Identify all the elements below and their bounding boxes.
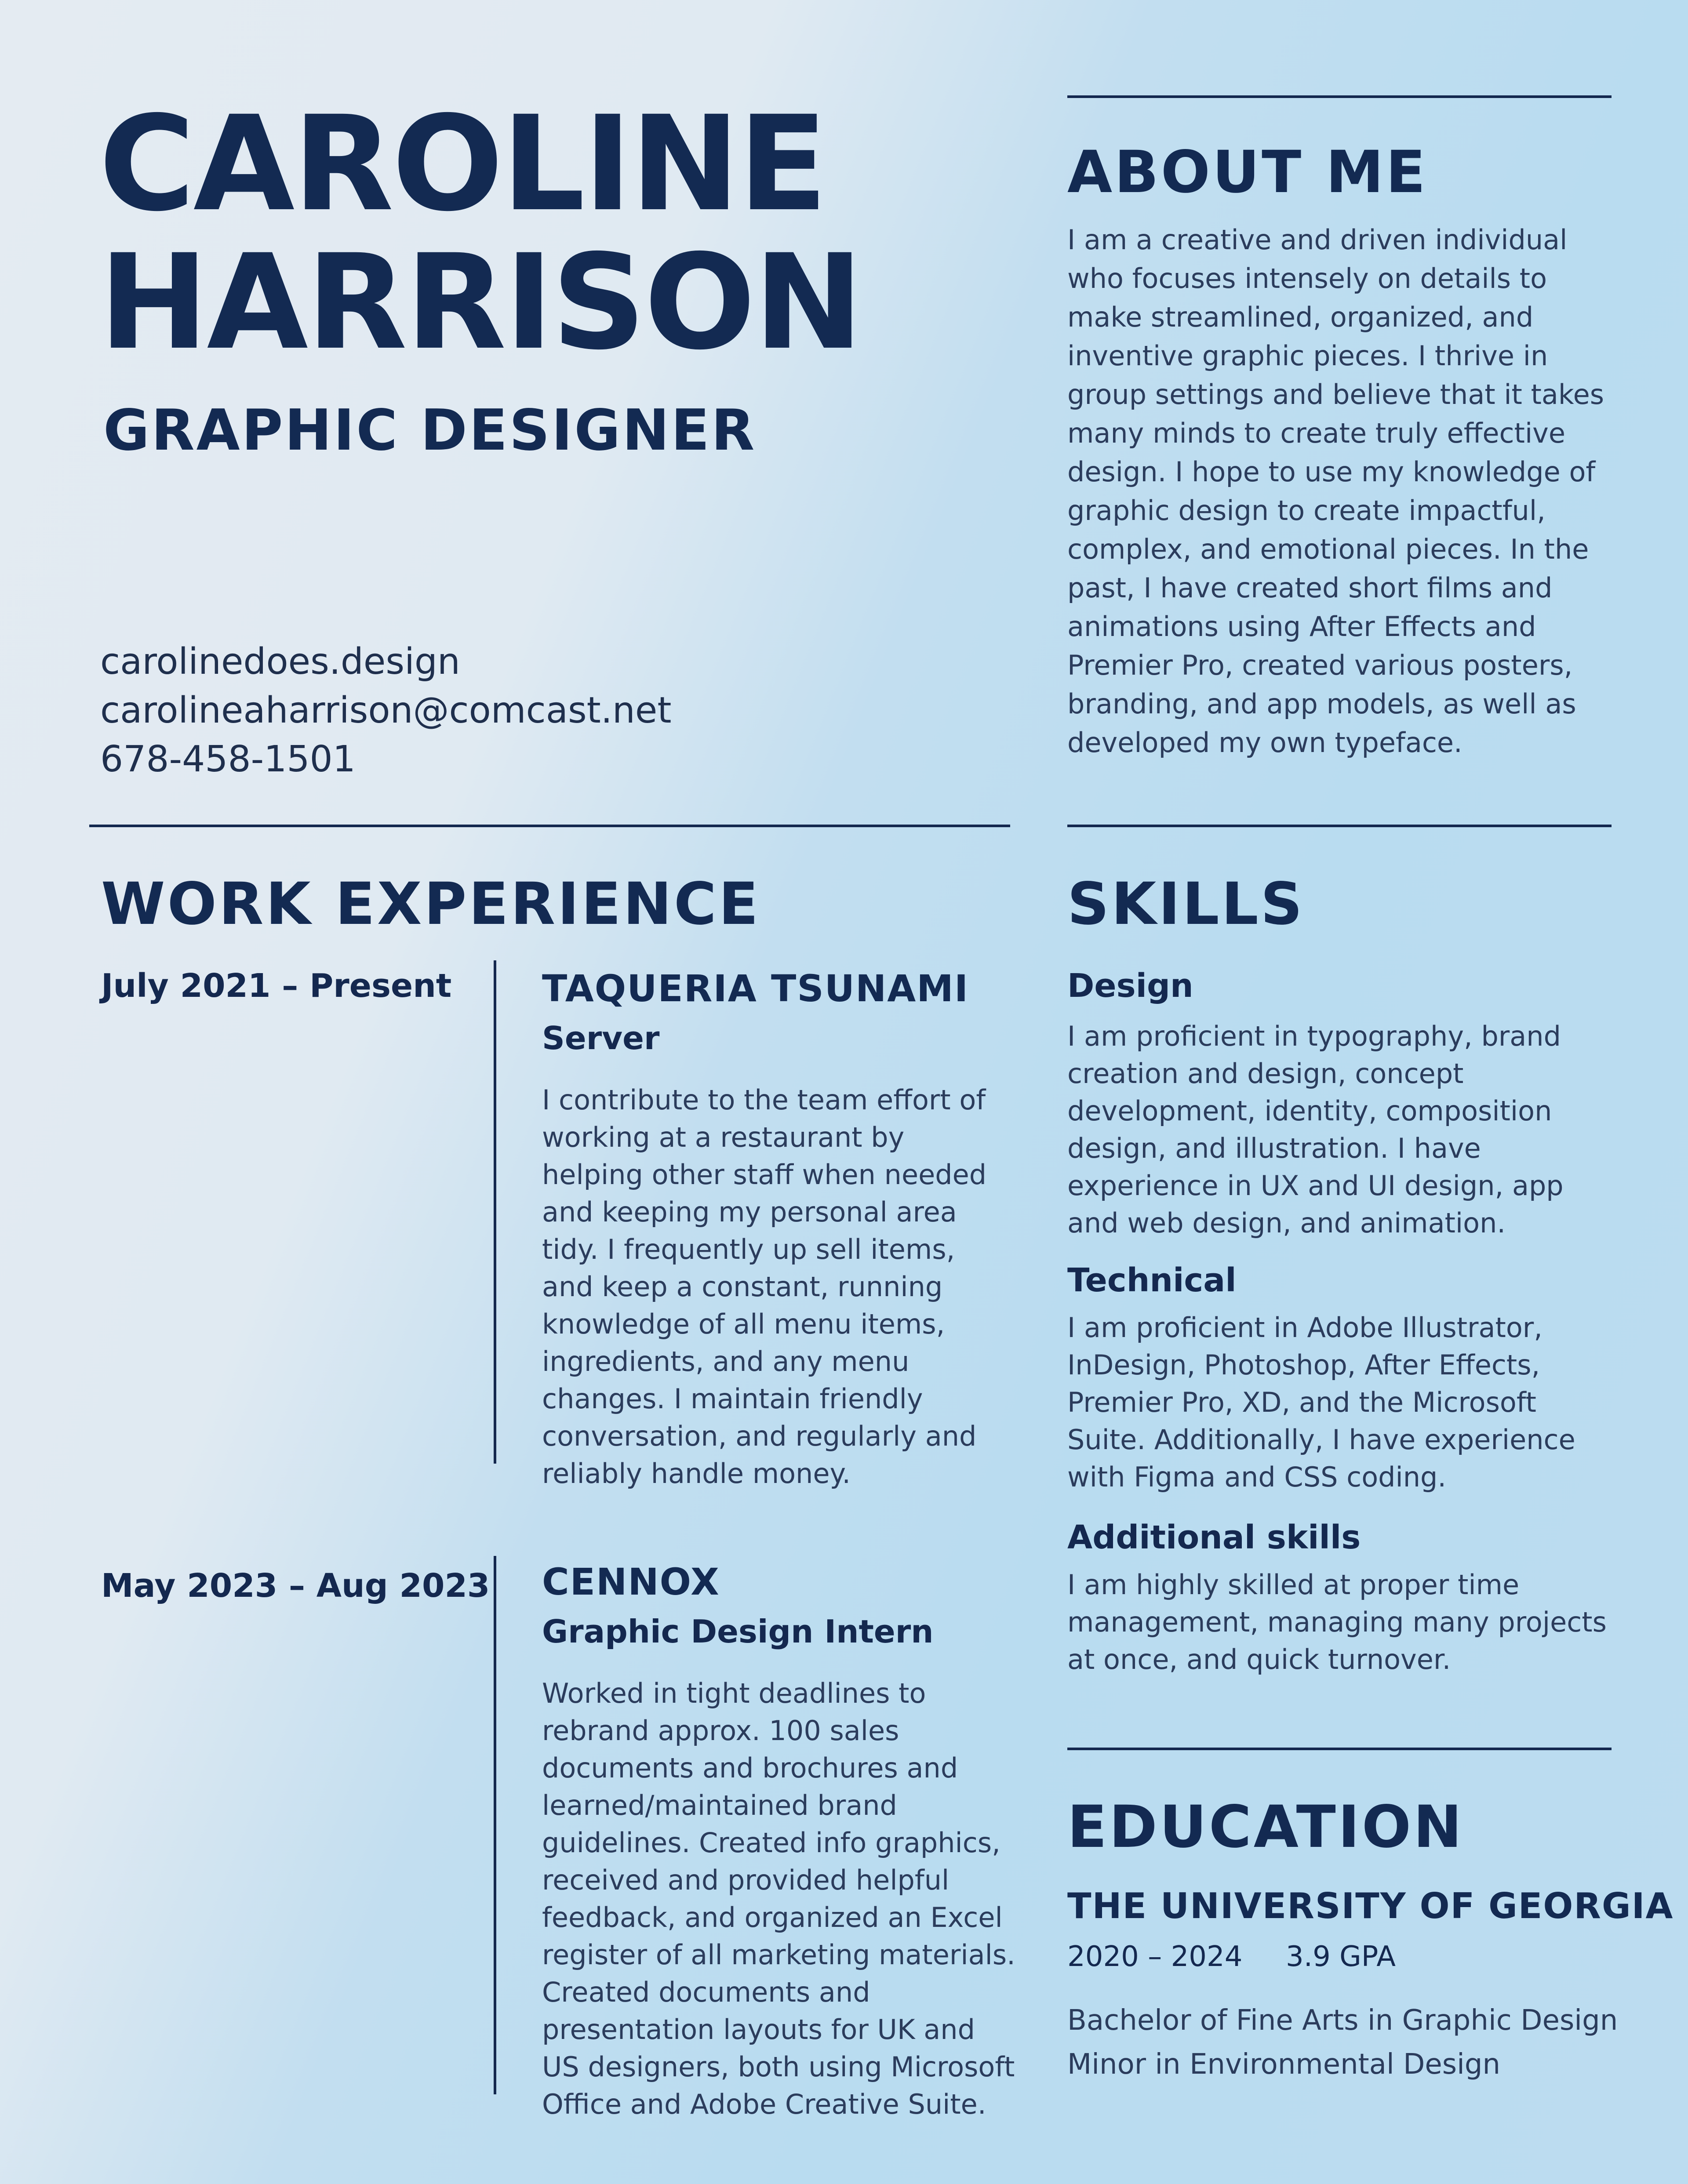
job-timeline-rule [494,1556,496,2094]
job-company: TAQUERIA TSUNAMI [542,967,969,1010]
skills-divider [1067,825,1612,827]
job-role: Graphic Design Intern [542,1613,934,1650]
contact-block [100,637,671,784]
skill-heading-technical: Technical [1067,1261,1237,1299]
job-dates: July 2021 – Present [101,967,452,1005]
skill-text-technical: I am proficient in Adobe Illustrator, InDesign, Photoshop, After Effects, Premier Pro, XD, and the Microsoft Suite. Additionally, I have experience with Figma and CSS coding. [1067,1312,1575,1493]
skills-title: SKILLS [1067,870,1305,938]
phone-number: 678-458-1501 [100,738,356,780]
education-divider [1067,1748,1612,1750]
job-description: Worked in tight deadlines to rebrand approx. 100 sales documents and brochures and learned/maintained brand guidelines. Created info graphics, received and provided helpful feedback, and organized an Excel register of all marketing materials. Created documents and presentation layouts for UK and US designers, both using Microsoft Office and Adobe Creative Suite. [542,1677,1015,2120]
job-dates: May 2023 – Aug 2023 [101,1567,490,1605]
education-title: EDUCATION [1067,1793,1464,1861]
work-divider [89,825,1010,827]
minor: Minor in Environmental Design [1067,2048,1501,2081]
skill-heading-design: Design [1067,967,1193,1005]
school-name: THE UNIVERSITY OF GEORGIA [1067,1886,1674,1926]
about-divider [1067,95,1612,98]
job-description: I contribute to the team effort of working at a restaurant by helping other staff when needed and keeping my personal area tidy. I frequently up sell items, and keep a constant, running knowledge of all menu items, ingredients, and any menu changes. I maintain friendly conversation, and regularly and reliably handle money. [542,1084,987,1490]
job-role: Server [542,1020,660,1057]
education-gpa: 3.9 GPA [1286,1941,1396,1973]
last-name: HARRISON [99,226,862,379]
email-link[interactable]: carolineaharrison@comcast.net [100,690,672,731]
about-text: I am a creative and driven individual who focuses intensely on details to make streamlined, organized, and inventive graphic pieces. I thrive in group settings and believe that it takes many minds to create truly effective design. I hope to use my knowledge of graphic design to create impactful, complex, and emotional pieces. In the past, I have created short films and animations using After Effects and Premier Pro, created various posters, branding, and app models, as well as developed my own typeface. [1067,224,1604,759]
job-company: CENNOX [542,1560,720,1603]
job-title: GRAPHIC DESIGNER [103,398,757,463]
skill-heading-additional: Additional skills [1067,1519,1361,1556]
skill-text-design: I am proficient in typography, brand creation and design, concept development, identity, composition design, and illustration. I have experience in UX and UI design, app and web design, and animation. [1067,1020,1564,1239]
work-title: WORK EXPERIENCE [101,870,760,938]
about-title: ABOUT ME [1067,138,1428,206]
website-link[interactable]: carolinedoes.design [100,641,460,683]
skill-text-additional: I am highly skilled at proper time management, managing many projects at once, and quick turnover. [1067,1569,1607,1675]
first-name: CAROLINE [99,88,826,240]
job-timeline-rule [494,960,496,1464]
education-years: 2020 – 2024 [1067,1941,1243,1973]
degree: Bachelor of Fine Arts in Graphic Design [1067,2004,1618,2037]
